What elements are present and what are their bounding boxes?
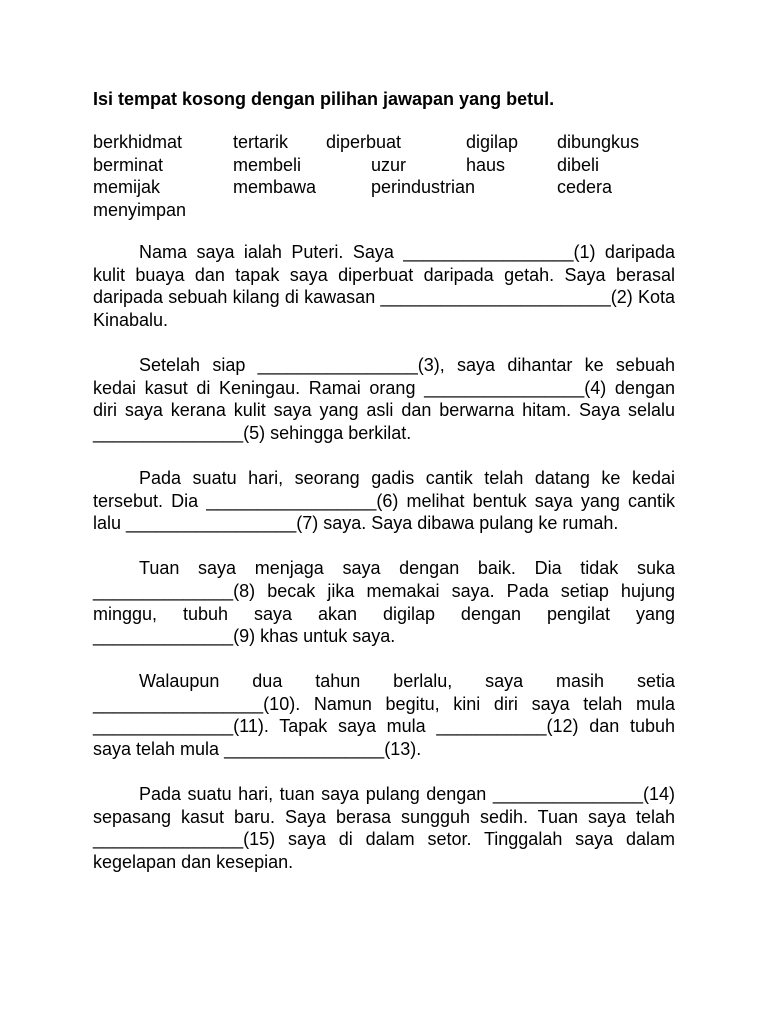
word-bank-word: membawa	[233, 177, 317, 197]
word-bank-word: digilap	[466, 132, 519, 152]
paragraph: Tuan saya menjaga saya dengan baik. Dia tidak suka ______________(8) becak jika memakai saya. Pada setiap hujung minggu, tubuh saya akan digilap dengan pengilat yang ______________(9) khas untuk saya.	[93, 558, 675, 647]
word-bank-word: menyimpan	[93, 199, 187, 220]
word-bank-row	[93, 131, 693, 154]
word-bank-row	[93, 199, 693, 222]
word-bank-word: cedera	[557, 177, 613, 197]
word-bank-word: membeli	[233, 154, 302, 175]
paragraph: Pada suatu hari, seorang gadis cantik telah datang ke kedai tersebut. Dia _________________(6) melihat bentuk saya yang cantik lalu _________________(7) saya. Saya dibawa pulang ke rumah.	[93, 467, 675, 534]
word-bank-word: tertarik	[233, 132, 289, 152]
word-bank	[93, 131, 693, 221]
word-bank-word: berminat	[93, 154, 164, 175]
word-bank-word: dibungkus	[557, 132, 640, 152]
word-bank-row	[93, 176, 693, 199]
paragraph: Setelah siap ________________(3), saya dihantar ke sebuah kedai kasut di Keningau. Ramai orang ________________(4) dengan diri saya kerana kulit saya yang asli dan berwarna hitam. Saya selalu _______________(5) sehingga berkilat.	[93, 354, 675, 443]
word-bank-row	[93, 154, 693, 177]
word-bank-word: diperbuat	[326, 132, 402, 152]
word-bank-word: dibeli	[557, 154, 600, 175]
instruction-heading: Isi tempat kosong dengan pilihan jawapan yang betul.	[93, 89, 555, 109]
paragraph: Nama saya ialah Puteri. Saya _________________(1) daripada kulit buaya dan tapak saya diperbuat daripada getah. Saya berasal daripada sebuah kilang di kawasan _______________________(2) Kota Kinabalu.	[93, 242, 675, 330]
word-bank-word: memijak	[93, 177, 161, 197]
paragraph: Walaupun dua tahun berlalu, saya masih setia _________________(10). Namun begitu, kini diri saya telah mula ______________(11). Tapak saya mula ___________(12) dan tubuh saya telah mula ________________(13).	[93, 671, 675, 760]
paragraph: Pada suatu hari, tuan saya pulang dengan _______________(14) sepasang kasut baru. Saya berasa sungguh sedih. Tuan saya telah _______________(15) saya di dalam setor. Tinggalah saya dalam kegelapan dan kesepian.	[93, 784, 675, 873]
word-bank-word: haus	[466, 154, 506, 175]
story-passage	[93, 241, 675, 896]
word-bank-word: uzur	[371, 154, 407, 175]
word-bank-word: perindustrian	[371, 177, 476, 197]
word-bank-word: berkhidmat	[93, 132, 183, 152]
